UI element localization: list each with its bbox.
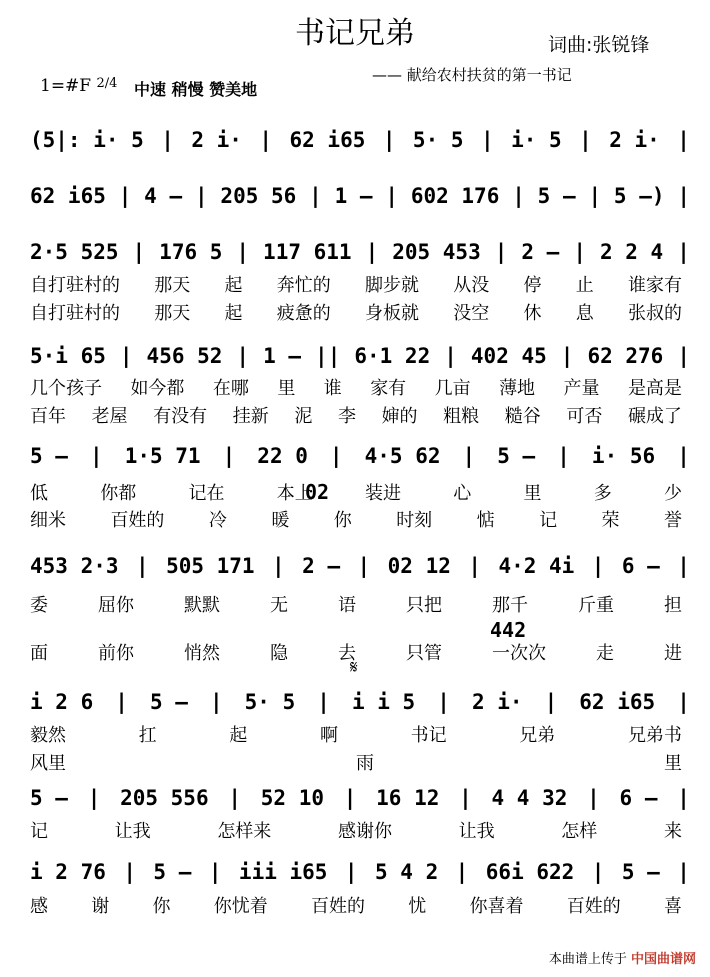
notation-cell: 5 – xyxy=(497,444,536,468)
notation-row xyxy=(30,436,690,476)
notation-row xyxy=(30,336,690,376)
notation-cell: | xyxy=(437,690,450,714)
lyric-row xyxy=(30,750,682,774)
notation-cell: 6 – xyxy=(619,786,658,810)
lyric-word: 谁 xyxy=(323,378,342,399)
notation-cell: 5 – xyxy=(621,860,660,884)
lyric-word: 惦 xyxy=(476,510,495,531)
notation-cell: 456 52 xyxy=(146,344,223,368)
lyric-word: 脚步就 xyxy=(365,275,419,296)
notation-cell: 5 – xyxy=(30,786,68,810)
notation-cell: 4·2 4i xyxy=(498,554,575,578)
lyric-word: 百姓的 xyxy=(311,896,365,917)
notation-cell: 62 i65 xyxy=(289,128,366,152)
notation-row xyxy=(30,546,690,586)
key-signature xyxy=(40,76,117,96)
notation-cell: | xyxy=(579,128,592,152)
notation-cell: | xyxy=(208,860,222,884)
lyric-word: 装进 xyxy=(365,483,401,504)
notation-cell: | xyxy=(385,184,399,208)
notation-cell: 5 – xyxy=(149,690,188,714)
lyric-word: 记在 xyxy=(188,483,225,504)
notation-cell: | xyxy=(236,240,250,264)
notation-cell: | xyxy=(677,554,690,578)
lyric-row xyxy=(30,480,682,504)
notation-cell: | xyxy=(272,554,285,578)
notation-row xyxy=(30,852,690,892)
lyric-word: 记 xyxy=(539,510,558,531)
lyric-word: 百姓的 xyxy=(566,896,621,917)
lyric-word: 里 xyxy=(664,753,682,774)
notation-cell: | xyxy=(462,444,476,468)
lyric-word: 挂新 xyxy=(232,406,269,427)
lyric-word: 忧 xyxy=(408,896,427,917)
notation-cell: | xyxy=(587,786,600,810)
notation-cell: 205 453 xyxy=(392,240,481,264)
lyric-word: 里 xyxy=(277,378,296,399)
notation-cell: 5 – xyxy=(153,860,192,884)
lyric-word: 扛 xyxy=(138,725,157,746)
footer-text: 本曲谱上传于 xyxy=(548,952,627,967)
lyric-word: 只把 xyxy=(406,595,442,616)
notation-cell: 205 556 xyxy=(120,786,209,810)
lyric-word: 书记 xyxy=(410,725,447,746)
notation-cell: 4 – xyxy=(144,184,183,208)
lyric-word: 碾成了 xyxy=(627,406,682,427)
notation-cell: | xyxy=(132,240,146,264)
lyric-word: 兄弟书 xyxy=(627,725,682,746)
notation-cell: | xyxy=(591,860,605,884)
lyric-row xyxy=(30,818,682,842)
lyric-word: 喜 xyxy=(664,896,682,917)
notation-cell: 2 i· xyxy=(471,690,523,714)
notation-row xyxy=(30,232,690,272)
lyric-word: 心 xyxy=(453,483,472,504)
notation-cell: 02 12 xyxy=(387,554,451,578)
notation-cell: i· 56 xyxy=(591,444,656,468)
notation-cell: 5·i 65 xyxy=(30,344,106,368)
lyric-word: 来 xyxy=(663,821,682,842)
notation-cell: | xyxy=(119,344,133,368)
footer-credit xyxy=(549,948,696,967)
notation-cell: 2 i· xyxy=(191,128,242,152)
lyric-word: 怎样 xyxy=(561,821,598,842)
lyric-row xyxy=(30,403,682,427)
lyric-word: 是高是 xyxy=(627,378,682,399)
notation-cell: 5 – xyxy=(537,184,576,208)
notation-cell: | xyxy=(677,860,690,884)
dedication-subtitle: —— 献给农村扶贫的第一书记 xyxy=(372,66,572,84)
notation-cell: 1 – xyxy=(263,344,302,368)
lyric-word: 薄地 xyxy=(499,378,536,399)
notation-row xyxy=(30,778,690,818)
notation-cell: | xyxy=(573,240,586,264)
notation-cell: | xyxy=(544,690,558,714)
notation-cell: | xyxy=(480,128,494,152)
lyric-word: 本上 xyxy=(276,483,313,504)
lyric-row xyxy=(30,592,682,616)
lyric-word: 婶的 xyxy=(381,406,418,427)
lyric-word: 屈你 xyxy=(98,595,134,616)
notation-cell: 62 i65 xyxy=(30,184,106,208)
lyric-word: 前你 xyxy=(98,643,134,664)
notation-cell: | xyxy=(87,786,101,810)
notation-cell: | xyxy=(344,860,358,884)
lyric-word: 息 xyxy=(575,303,594,324)
notation-cell: 22 0 xyxy=(257,444,308,468)
lyric-word: 委 xyxy=(30,595,48,616)
lyric-word: 止 xyxy=(575,275,594,296)
notation-cell: (5|: i· 5 xyxy=(30,128,144,152)
notation-cell: | xyxy=(677,128,690,152)
lyric-word: 时刻 xyxy=(396,510,433,531)
alt-notation-1: 02 xyxy=(305,480,330,504)
notation-cell: | xyxy=(115,690,128,714)
lyric-word: 感谢你 xyxy=(337,821,392,842)
lyric-row xyxy=(30,507,682,531)
lyric-word: 谁家有 xyxy=(628,275,682,296)
notation-cell: 205 56 xyxy=(220,184,297,208)
notation-cell: 62 i65 xyxy=(579,690,656,714)
lyric-word: 几亩 xyxy=(434,378,471,399)
notation-cell: 2 – xyxy=(521,240,560,264)
lyric-word: 兄弟 xyxy=(519,725,556,746)
composer-credit: 词曲:张锐锋 xyxy=(548,34,650,56)
lyric-word: 一次次 xyxy=(492,643,546,664)
lyric-word: 起 xyxy=(224,303,243,324)
lyric-word: 百姓的 xyxy=(110,510,165,531)
lyric-word: 荣 xyxy=(601,510,620,531)
lyric-word: 让我 xyxy=(458,821,495,842)
lyric-word: 雨 xyxy=(356,753,374,774)
notation-row xyxy=(30,682,690,722)
lyric-row xyxy=(30,375,682,399)
notation-cell: | xyxy=(677,690,690,714)
lyric-word: 自打驻村的 xyxy=(30,275,120,296)
lyric-word: 你都 xyxy=(100,483,137,504)
notation-cell: 16 12 xyxy=(376,786,440,810)
lyric-word: 粗粮 xyxy=(443,406,480,427)
notation-cell: | xyxy=(591,554,605,578)
notation-cell: | xyxy=(118,184,132,208)
lyric-word: 只管 xyxy=(406,643,442,664)
lyric-word: 产量 xyxy=(563,378,600,399)
lyric-word: 停 xyxy=(523,275,542,296)
lyric-word: 去 xyxy=(338,643,356,664)
notation-cell: 62 276 xyxy=(587,344,664,368)
notation-cell: 66i 622 xyxy=(485,860,575,884)
lyric-word: 里 xyxy=(523,483,542,504)
lyric-word: 进 xyxy=(664,643,682,664)
lyric-word: 无 xyxy=(270,595,288,616)
lyric-word: 面 xyxy=(30,643,48,664)
lyric-word: 李 xyxy=(337,406,356,427)
key-label: 1=#F xyxy=(40,76,92,96)
notation-cell: 5 – xyxy=(30,444,68,468)
lyric-word: 没空 xyxy=(453,303,490,324)
notation-cell: 602 176 xyxy=(410,184,500,208)
lyric-word: 默默 xyxy=(184,595,220,616)
notation-cell: 176 5 xyxy=(159,240,223,264)
notation-cell: | xyxy=(588,184,602,208)
notation-cell: 5 4 2 xyxy=(375,860,439,884)
notation-cell: | xyxy=(557,444,570,468)
lyric-word: 那天 xyxy=(154,303,191,324)
notation-cell: | xyxy=(365,240,379,264)
lyric-word: 多 xyxy=(593,483,612,504)
lyric-word: 记 xyxy=(30,821,48,842)
notation-cell: i· 5 xyxy=(511,128,562,152)
notation-cell: | xyxy=(357,554,371,578)
lyric-word: 在哪 xyxy=(212,378,249,399)
lyric-row xyxy=(30,272,682,296)
notation-cell: | xyxy=(677,444,690,468)
notation-cell: 4 4 32 xyxy=(491,786,568,810)
lyric-row xyxy=(30,300,682,324)
notation-cell: 5 –) xyxy=(613,184,665,208)
lyric-word: 让我 xyxy=(114,821,151,842)
notation-cell: i 2 76 xyxy=(30,860,106,884)
notation-cell: | xyxy=(459,786,472,810)
notation-cell: | xyxy=(343,786,357,810)
lyric-word: 你 xyxy=(333,510,352,531)
notation-cell: 2 – xyxy=(302,554,341,578)
notation-cell: | xyxy=(560,344,574,368)
notation-cell: | xyxy=(494,240,508,264)
lyric-word: 冷 xyxy=(208,510,227,531)
lyric-word: 那千 xyxy=(492,595,528,616)
lyric-word: 你忧着 xyxy=(213,896,268,917)
lyric-word: 暖 xyxy=(271,510,290,531)
lyric-word: 那天 xyxy=(154,275,191,296)
lyric-word: 老屋 xyxy=(91,406,128,427)
lyric-word: 疲惫的 xyxy=(276,303,331,324)
lyric-word: 风里 xyxy=(30,753,66,774)
lyric-word: 起 xyxy=(224,275,243,296)
notation-cell: | xyxy=(677,240,690,264)
lyric-word: 休 xyxy=(523,303,542,324)
lyric-word: 啊 xyxy=(319,725,338,746)
notation-cell: | xyxy=(677,344,690,368)
notation-cell: | xyxy=(455,860,469,884)
notation-cell: 453 2·3 xyxy=(30,554,119,578)
lyric-word: 家有 xyxy=(370,378,407,399)
notation-cell: | xyxy=(677,184,690,208)
notation-cell: | xyxy=(123,860,136,884)
lyric-word: 少 xyxy=(664,483,682,504)
lyric-word: 几个孩子 xyxy=(30,378,102,399)
segno-sign: 𝄋 xyxy=(350,657,358,678)
lyric-word: 你喜着 xyxy=(469,896,524,917)
lyric-word: 细米 xyxy=(30,510,66,531)
lyric-word: 誉 xyxy=(663,510,682,531)
lyric-word: 张叔的 xyxy=(628,303,682,324)
notation-cell: 4·5 62 xyxy=(364,444,441,468)
lyric-word: 低 xyxy=(30,483,48,504)
lyric-word: 有没有 xyxy=(153,406,208,427)
notation-cell: 52 10 xyxy=(260,786,324,810)
lyric-word: 毅然 xyxy=(30,725,66,746)
notation-cell: | xyxy=(135,554,149,578)
lyric-word: 悄然 xyxy=(184,643,220,664)
notation-cell: | xyxy=(382,128,396,152)
notation-row xyxy=(30,120,690,160)
lyric-word: 感 xyxy=(30,896,48,917)
notation-cell: 5· 5 xyxy=(244,690,296,714)
lyric-word: 从没 xyxy=(453,275,490,296)
notation-cell: | xyxy=(236,344,250,368)
lyric-word: 语 xyxy=(338,595,356,616)
lyric-word: 可否 xyxy=(566,406,603,427)
notation-cell: i 2 6 xyxy=(30,690,94,714)
notation-cell: 1·5 71 xyxy=(124,444,201,468)
notation-cell: | xyxy=(89,444,103,468)
notation-cell: 5· 5 xyxy=(412,128,464,152)
notation-cell: 6 – xyxy=(621,554,660,578)
lyric-word: 你 xyxy=(152,896,171,917)
lyric-row xyxy=(30,722,682,746)
notation-cell: 117 611 xyxy=(263,240,352,264)
lyric-word: 百年 xyxy=(30,406,66,427)
site-logo: 中国曲谱网 xyxy=(630,952,696,967)
notation-cell: 2 2 4 xyxy=(599,240,664,264)
lyric-word: 自打驻村的 xyxy=(30,303,120,324)
tempo-marking: 中速 稍慢 赞美地 xyxy=(134,80,258,99)
notation-cell: 2 i· xyxy=(609,128,660,152)
notation-cell: i i 5 xyxy=(351,690,416,714)
alt-notation-2: 442 xyxy=(490,618,527,642)
notation-cell: | xyxy=(329,444,343,468)
lyric-word: 起 xyxy=(229,725,248,746)
song-title: 书记兄弟 xyxy=(295,16,415,51)
notation-cell: | xyxy=(317,690,330,714)
notation-cell: 505 171 xyxy=(166,554,255,578)
lyric-word: 怎样来 xyxy=(217,821,272,842)
lyric-word: 走 xyxy=(596,643,614,664)
notation-row xyxy=(30,176,690,216)
notation-cell: | xyxy=(512,184,525,208)
notation-cell: || xyxy=(315,344,341,368)
lyric-word: 隐 xyxy=(270,643,288,664)
lyric-word: 如今都 xyxy=(130,378,185,399)
lyric-word: 糙谷 xyxy=(504,406,541,427)
lyric-row xyxy=(30,893,682,917)
notation-cell: iii i65 xyxy=(238,860,328,884)
notation-cell: | xyxy=(222,444,236,468)
lyric-word: 谢 xyxy=(91,896,110,917)
notation-cell: | xyxy=(309,184,322,208)
notation-cell: | xyxy=(161,128,174,152)
notation-cell: | xyxy=(677,786,690,810)
notation-cell: 6·1 22 xyxy=(354,344,431,368)
notation-cell: | xyxy=(209,690,223,714)
notation-cell: 2·5 525 xyxy=(30,240,119,264)
lyric-word: 身板就 xyxy=(365,303,419,324)
notation-cell: | xyxy=(259,128,273,152)
lyric-word: 泥 xyxy=(294,406,313,427)
notation-cell: | xyxy=(194,184,208,208)
notation-cell: | xyxy=(444,344,457,368)
notation-cell: 1 – xyxy=(334,184,373,208)
notation-cell: | xyxy=(228,786,242,810)
lyric-word: 担 xyxy=(664,595,682,616)
lyric-word: 斤重 xyxy=(578,595,614,616)
notation-cell: 402 45 xyxy=(470,344,547,368)
notation-cell: | xyxy=(468,554,481,578)
time-signature: 2/4 xyxy=(96,76,118,91)
lyric-word: 奔忙的 xyxy=(276,275,331,296)
